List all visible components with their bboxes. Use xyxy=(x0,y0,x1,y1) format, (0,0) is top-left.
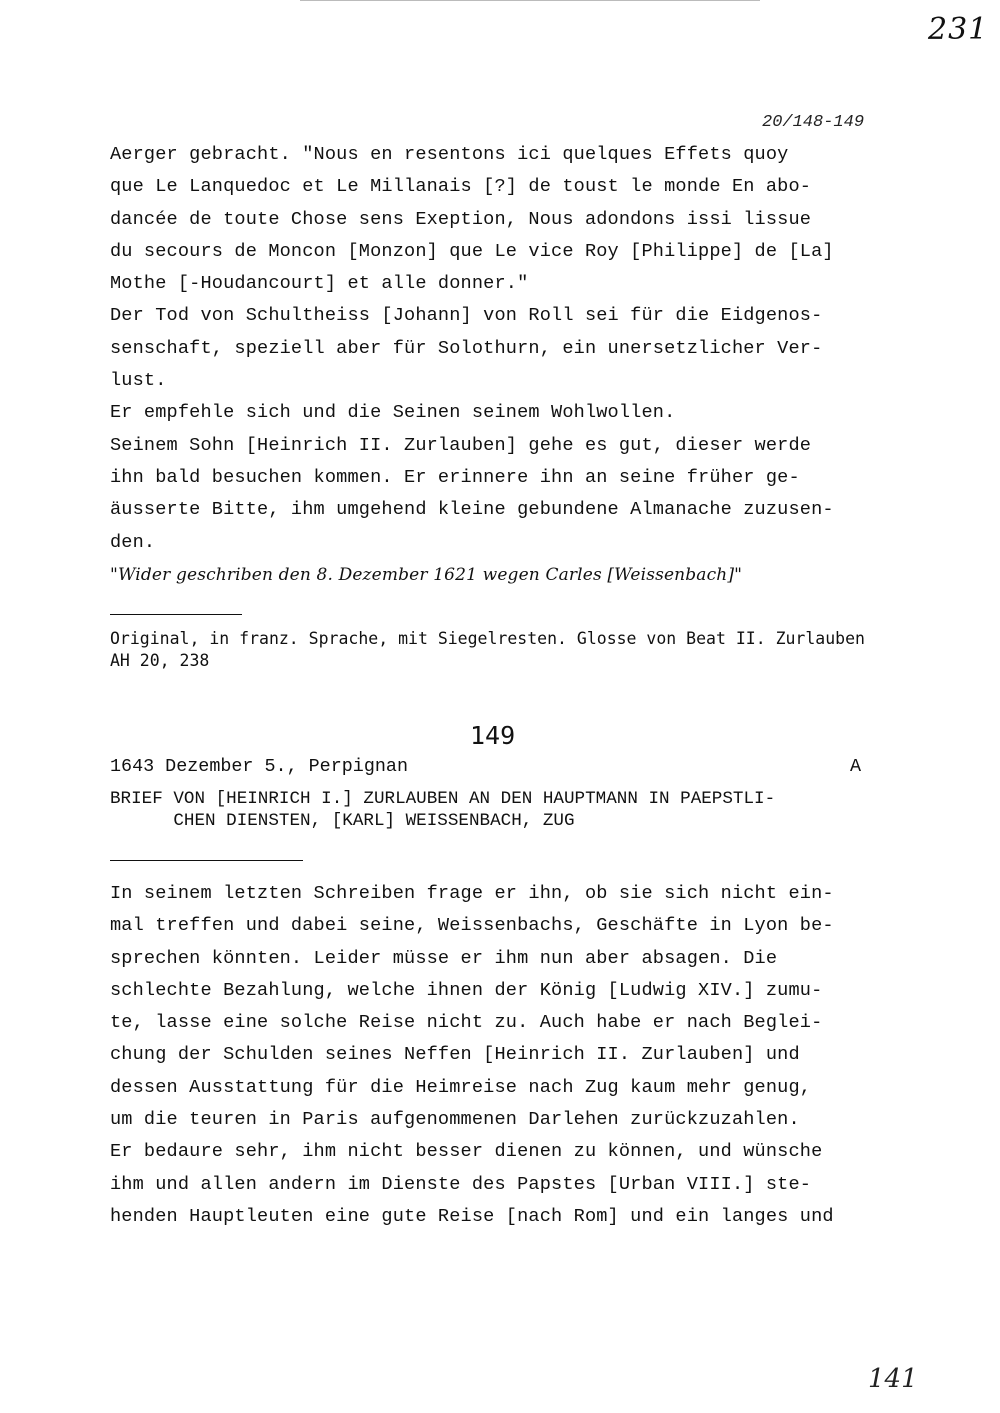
text-line: Der Tod von Schultheiss [Johann] von Roll sei für die Eidgenos- xyxy=(110,305,823,327)
source-line: Original, in franz. Sprache, mit Siegelresten. Glosse von Beat II. Zurlauben xyxy=(110,629,865,648)
handwritten-signature: 141 xyxy=(868,1364,918,1394)
text-line: ihm und allen andern im Dienste des Papstes [Urban VIII.] ste- xyxy=(110,1173,812,1195)
separator-rule xyxy=(110,614,242,615)
text-line: Mothe [-Houdancourt] et alle donner." xyxy=(110,273,529,295)
heading-line: CHEN DIENSTEN, [KARL] WEISSENBACH, ZUG xyxy=(110,811,575,831)
text-line: te, lasse eine solche Reise nicht zu. Auch habe er nach Beglei- xyxy=(110,1012,823,1034)
text-line: den. xyxy=(110,531,156,553)
separator-rule xyxy=(110,860,303,861)
scan-edge-line xyxy=(300,0,760,1)
heading-line: BRIEF VON [HEINRICH I.] ZURLAUBEN AN DEN HAUPTMANN IN PAEPSTLI- xyxy=(110,789,776,809)
handwritten-page-number: 231 xyxy=(928,12,989,47)
text-line: senschaft, speziell aber für Solothurn, ein unersetzlicher Ver- xyxy=(110,337,823,359)
text-line: In seinem letzten Schreiben frage er ihn, ob sie sich nicht ein- xyxy=(110,883,834,904)
text-line: ihn bald besuchen kommen. Er erinnere ihn an seine früher ge- xyxy=(110,466,800,488)
page-reference: 20/148-149 xyxy=(762,113,865,132)
document-heading xyxy=(110,788,775,832)
handwritten-annotation: "Wider geschriben den 8. Dezember 1621 wegen Carles [Weissenbach]" xyxy=(110,564,743,585)
text-line: Er bedaure sehr, ihm nicht besser dienen zu können, und wünsche xyxy=(110,1141,823,1163)
text-line: dancée de toute Chose sens Exeption, Nous adondons issi lissue xyxy=(110,208,812,230)
date-place: 1643 Dezember 5., Perpignan xyxy=(110,756,408,777)
archive-reference: AH 20, 238 xyxy=(110,651,210,670)
text-line: du secours de Moncon [Monzon] que Le vice Roy [Philippe] de [La] xyxy=(110,240,834,262)
text-line: äusserte Bitte, ihm umgehend kleine gebundene Almanache zuzusen- xyxy=(110,499,834,521)
text-line: mal treffen und dabei seine, Weissenbachs, Geschäfte in Lyon be- xyxy=(110,915,834,937)
document-type: A xyxy=(850,756,862,777)
text-line: um die teuren in Paris aufgenommenen Darlehen zurückzuzahlen. xyxy=(110,1109,800,1131)
text-line: dessen Ausstattung für die Heimreise nach Zug kaum mehr genug, xyxy=(110,1076,812,1098)
text-line: schlechte Bezahlung, welche ihnen der König [Ludwig XIV.] zumu- xyxy=(110,979,823,1001)
entry-body-text xyxy=(110,878,890,1233)
previous-entry-text xyxy=(110,139,890,591)
document-number: 149 xyxy=(470,721,516,750)
text-line: chung der Schulden seines Neffen [Heinrich II. Zurlauben] und xyxy=(110,1044,800,1066)
text-line: sprechen könnten. Leider müsse er ihm nun aber absagen. Die xyxy=(110,947,778,969)
text-line: henden Hauptleuten eine gute Reise [nach Rom] und ein langes und xyxy=(110,1205,834,1227)
text-line: lust. xyxy=(110,370,167,392)
text-line: que Le Lanquedoc et Le Millanais [?] de toust le monde En abo- xyxy=(110,176,812,198)
text-line: Er empfehle sich und die Seinen seinem Wohlwollen. xyxy=(110,402,676,424)
source-note xyxy=(110,628,865,672)
text-line: Aerger gebracht. "Nous en resentons ici quelques Effets quoy xyxy=(110,144,789,165)
text-line: Seinem Sohn [Heinrich II. Zurlauben] gehe es gut, dieser werde xyxy=(110,434,812,456)
